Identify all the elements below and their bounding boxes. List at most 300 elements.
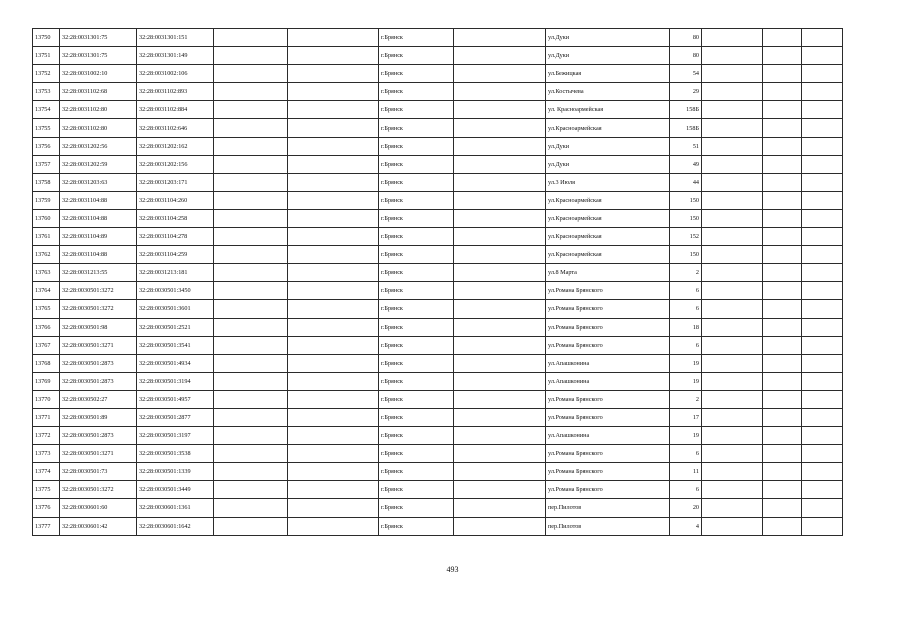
cell-object-number: 32:28:0031301:149 (137, 47, 214, 65)
cell-parcel-number: 32:28:0030501:2873 (60, 372, 137, 390)
cell-street: ул.Романа Брянского (546, 336, 670, 354)
cell-row-number: 13754 (33, 101, 60, 119)
cell-row-number: 13766 (33, 318, 60, 336)
cell-row-number: 13752 (33, 65, 60, 83)
cell-city: г.Брянск (379, 155, 454, 173)
cell-col-4 (214, 408, 288, 426)
cell-col-4 (214, 282, 288, 300)
cell-col-4 (214, 137, 288, 155)
cell-street: ул.Романа Брянского (546, 390, 670, 408)
cell-city: г.Брянск (379, 390, 454, 408)
cell-col-11 (763, 65, 802, 83)
cell-col-7 (454, 481, 546, 499)
cell-row-number: 13769 (33, 372, 60, 390)
cell-city: г.Брянск (379, 65, 454, 83)
cell-col-7 (454, 264, 546, 282)
cell-col-7 (454, 354, 546, 372)
cell-col-5 (288, 191, 379, 209)
cell-col-12 (802, 191, 843, 209)
cell-col-12 (802, 445, 843, 463)
cell-row-number: 13776 (33, 499, 60, 517)
cell-parcel-number: 32:28:0030501:3272 (60, 282, 137, 300)
cell-row-number: 13756 (33, 137, 60, 155)
table-row (33, 191, 843, 209)
registry-table (32, 28, 843, 536)
cell-row-number: 13773 (33, 445, 60, 463)
cell-object-number: 32:28:0030501:2521 (137, 318, 214, 336)
cell-street: ул.Апашконина (546, 354, 670, 372)
cell-col-5 (288, 318, 379, 336)
cell-col-4 (214, 318, 288, 336)
cell-col-4 (214, 463, 288, 481)
table-row (33, 390, 843, 408)
cell-object-number: 32:28:0031202:156 (137, 155, 214, 173)
cell-col-4 (214, 354, 288, 372)
cell-col-10 (702, 191, 763, 209)
cell-house-number: 2 (670, 390, 702, 408)
cell-object-number: 32:28:0031104:260 (137, 191, 214, 209)
cell-col-7 (454, 318, 546, 336)
cell-col-11 (763, 390, 802, 408)
cell-col-12 (802, 83, 843, 101)
cell-object-number: 32:28:0030501:2877 (137, 408, 214, 426)
table-row (33, 264, 843, 282)
cell-parcel-number: 32:28:0030601:60 (60, 499, 137, 517)
cell-parcel-number: 32:28:0030501:98 (60, 318, 137, 336)
cell-col-10 (702, 390, 763, 408)
cell-col-5 (288, 517, 379, 535)
cell-col-11 (763, 354, 802, 372)
cell-street: ул.Бежицкая (546, 65, 670, 83)
cell-col-11 (763, 137, 802, 155)
cell-parcel-number: 32:28:0031104:89 (60, 228, 137, 246)
cell-row-number: 13775 (33, 481, 60, 499)
cell-col-4 (214, 445, 288, 463)
cell-city: г.Брянск (379, 209, 454, 227)
cell-city: г.Брянск (379, 499, 454, 517)
cell-col-7 (454, 83, 546, 101)
cell-col-5 (288, 65, 379, 83)
cell-object-number: 32:28:0031104:258 (137, 209, 214, 227)
cell-col-5 (288, 264, 379, 282)
table-row (33, 372, 843, 390)
cell-parcel-number: 32:28:0030601:42 (60, 517, 137, 535)
cell-col-5 (288, 481, 379, 499)
cell-city: г.Брянск (379, 427, 454, 445)
cell-city: г.Брянск (379, 336, 454, 354)
cell-street: пер.Пилотов (546, 517, 670, 535)
cell-street: ул.Романа Брянского (546, 463, 670, 481)
cell-col-4 (214, 336, 288, 354)
cell-col-4 (214, 173, 288, 191)
cell-col-10 (702, 29, 763, 47)
cell-parcel-number: 32:28:0031301:75 (60, 29, 137, 47)
cell-col-12 (802, 264, 843, 282)
cell-parcel-number: 32:28:0031002:10 (60, 65, 137, 83)
cell-city: г.Брянск (379, 354, 454, 372)
cell-row-number: 13768 (33, 354, 60, 372)
cell-col-10 (702, 65, 763, 83)
cell-row-number: 13755 (33, 119, 60, 137)
cell-col-7 (454, 336, 546, 354)
cell-col-12 (802, 300, 843, 318)
cell-house-number: 29 (670, 83, 702, 101)
table-row (33, 155, 843, 173)
cell-col-12 (802, 463, 843, 481)
table-row (33, 354, 843, 372)
cell-row-number: 13757 (33, 155, 60, 173)
cell-street: ул.Романа Брянского (546, 282, 670, 300)
cell-col-4 (214, 372, 288, 390)
cell-street: ул.3 Июля (546, 173, 670, 191)
cell-row-number: 13772 (33, 427, 60, 445)
cell-house-number: 150 (670, 209, 702, 227)
cell-city: г.Брянск (379, 517, 454, 535)
table-row (33, 318, 843, 336)
cell-row-number: 13760 (33, 209, 60, 227)
cell-row-number: 13770 (33, 390, 60, 408)
cell-col-11 (763, 264, 802, 282)
cell-col-11 (763, 155, 802, 173)
cell-col-11 (763, 29, 802, 47)
cell-parcel-number: 32:28:0031203:63 (60, 173, 137, 191)
cell-col-11 (763, 191, 802, 209)
cell-house-number: 17 (670, 408, 702, 426)
cell-city: г.Брянск (379, 228, 454, 246)
table-row (33, 83, 843, 101)
cell-object-number: 32:28:0030501:4934 (137, 354, 214, 372)
cell-street: ул.Романа Брянского (546, 481, 670, 499)
cell-col-12 (802, 209, 843, 227)
cell-col-5 (288, 499, 379, 517)
cell-object-number: 32:28:0030501:1339 (137, 463, 214, 481)
cell-object-number: 32:28:0030501:3450 (137, 282, 214, 300)
cell-col-12 (802, 408, 843, 426)
cell-col-7 (454, 463, 546, 481)
cell-col-5 (288, 83, 379, 101)
cell-col-10 (702, 372, 763, 390)
cell-col-12 (802, 101, 843, 119)
cell-col-10 (702, 137, 763, 155)
cell-street: ул.Романа Брянского (546, 408, 670, 426)
cell-col-7 (454, 209, 546, 227)
cell-col-4 (214, 65, 288, 83)
cell-city: г.Брянск (379, 191, 454, 209)
cell-object-number: 32:28:0031102:646 (137, 119, 214, 137)
table-row (33, 336, 843, 354)
cell-col-4 (214, 155, 288, 173)
cell-house-number: 80 (670, 29, 702, 47)
cell-city: г.Брянск (379, 101, 454, 119)
cell-col-5 (288, 29, 379, 47)
table-row (33, 282, 843, 300)
cell-col-12 (802, 155, 843, 173)
cell-parcel-number: 32:28:0030501:3271 (60, 445, 137, 463)
table-row (33, 445, 843, 463)
cell-house-number: 18 (670, 318, 702, 336)
cell-col-11 (763, 463, 802, 481)
cell-house-number: 19 (670, 354, 702, 372)
cell-parcel-number: 32:28:0030501:3271 (60, 336, 137, 354)
cell-row-number: 13753 (33, 83, 60, 101)
table-row (33, 463, 843, 481)
cell-city: г.Брянск (379, 137, 454, 155)
cell-col-5 (288, 463, 379, 481)
cell-parcel-number: 32:28:0030501:2873 (60, 427, 137, 445)
cell-col-11 (763, 318, 802, 336)
cell-col-10 (702, 336, 763, 354)
cell-col-7 (454, 408, 546, 426)
cell-col-10 (702, 282, 763, 300)
cell-street: ул.Красноармейская (546, 209, 670, 227)
cell-col-7 (454, 300, 546, 318)
cell-col-4 (214, 209, 288, 227)
cell-col-11 (763, 427, 802, 445)
cell-house-number: 80 (670, 47, 702, 65)
cell-city: г.Брянск (379, 29, 454, 47)
cell-house-number: 54 (670, 65, 702, 83)
cell-street: ул.8 Марта (546, 264, 670, 282)
table-row (33, 481, 843, 499)
cell-parcel-number: 32:28:0030501:2873 (60, 354, 137, 372)
cell-row-number: 13765 (33, 300, 60, 318)
cell-col-11 (763, 101, 802, 119)
table-row (33, 101, 843, 119)
cell-col-4 (214, 300, 288, 318)
cell-parcel-number: 32:28:0031102:80 (60, 101, 137, 119)
cell-col-5 (288, 390, 379, 408)
cell-street: ул.Дуки (546, 29, 670, 47)
cell-house-number: 6 (670, 282, 702, 300)
cell-col-5 (288, 445, 379, 463)
page-number: 493 (446, 565, 459, 574)
cell-row-number: 13764 (33, 282, 60, 300)
cell-parcel-number: 32:28:0030501:3272 (60, 300, 137, 318)
cell-col-12 (802, 499, 843, 517)
cell-col-10 (702, 47, 763, 65)
cell-object-number: 32:28:0031104:259 (137, 246, 214, 264)
cell-house-number: 44 (670, 173, 702, 191)
cell-street: ул.Красноармейская (546, 228, 670, 246)
cell-col-7 (454, 445, 546, 463)
cell-col-11 (763, 445, 802, 463)
cell-city: г.Брянск (379, 246, 454, 264)
cell-col-5 (288, 209, 379, 227)
cell-col-4 (214, 29, 288, 47)
cell-col-7 (454, 29, 546, 47)
cell-house-number: 19 (670, 427, 702, 445)
cell-col-5 (288, 137, 379, 155)
cell-col-11 (763, 499, 802, 517)
cell-col-7 (454, 246, 546, 264)
cell-city: г.Брянск (379, 481, 454, 499)
cell-col-7 (454, 137, 546, 155)
cell-house-number: 6 (670, 300, 702, 318)
cell-col-11 (763, 282, 802, 300)
cell-col-11 (763, 209, 802, 227)
table-row (33, 173, 843, 191)
cell-city: г.Брянск (379, 83, 454, 101)
cell-row-number: 13767 (33, 336, 60, 354)
cell-street: ул.Романа Брянского (546, 318, 670, 336)
cell-house-number: 6 (670, 445, 702, 463)
cell-street: ул.Красноармейская (546, 191, 670, 209)
cell-col-4 (214, 191, 288, 209)
cell-row-number: 13758 (33, 173, 60, 191)
cell-col-5 (288, 408, 379, 426)
cell-col-5 (288, 155, 379, 173)
cell-col-11 (763, 83, 802, 101)
cell-object-number: 32:28:0031002:106 (137, 65, 214, 83)
table-row (33, 300, 843, 318)
cell-city: г.Брянск (379, 372, 454, 390)
cell-col-4 (214, 101, 288, 119)
cell-col-12 (802, 246, 843, 264)
table-row (33, 246, 843, 264)
cell-house-number: 158Б (670, 101, 702, 119)
cell-row-number: 13761 (33, 228, 60, 246)
cell-col-11 (763, 246, 802, 264)
cell-col-11 (763, 336, 802, 354)
cell-city: г.Брянск (379, 282, 454, 300)
cell-col-10 (702, 83, 763, 101)
cell-object-number: 32:28:0031213:181 (137, 264, 214, 282)
cell-street: ул. Красноармейская (546, 101, 670, 119)
cell-object-number: 32:28:0030501:3541 (137, 336, 214, 354)
cell-house-number: 152 (670, 228, 702, 246)
cell-col-11 (763, 372, 802, 390)
cell-col-7 (454, 517, 546, 535)
cell-object-number: 32:28:0031104:278 (137, 228, 214, 246)
cell-col-12 (802, 65, 843, 83)
table-body (33, 29, 843, 536)
cell-street: ул.Романа Брянского (546, 445, 670, 463)
cell-city: г.Брянск (379, 445, 454, 463)
table-row (33, 119, 843, 137)
cell-street: ул.Красноармейская (546, 119, 670, 137)
cell-col-5 (288, 47, 379, 65)
cell-col-11 (763, 119, 802, 137)
cell-col-7 (454, 499, 546, 517)
cell-parcel-number: 32:28:0031104:88 (60, 246, 137, 264)
cell-col-7 (454, 101, 546, 119)
cell-col-10 (702, 119, 763, 137)
cell-row-number: 13762 (33, 246, 60, 264)
table-row (33, 137, 843, 155)
cell-col-12 (802, 354, 843, 372)
cell-object-number: 32:28:0030501:3194 (137, 372, 214, 390)
cell-house-number: 4 (670, 517, 702, 535)
table-row (33, 29, 843, 47)
cell-col-10 (702, 101, 763, 119)
cell-row-number: 13751 (33, 47, 60, 65)
cell-street: ул.Костычева (546, 83, 670, 101)
cell-house-number: 150 (670, 191, 702, 209)
cell-col-10 (702, 481, 763, 499)
cell-col-7 (454, 427, 546, 445)
cell-col-4 (214, 264, 288, 282)
cell-row-number: 13774 (33, 463, 60, 481)
cell-col-11 (763, 300, 802, 318)
cell-col-5 (288, 101, 379, 119)
cell-object-number: 32:28:0031102:884 (137, 101, 214, 119)
cell-col-12 (802, 228, 843, 246)
cell-col-7 (454, 65, 546, 83)
cell-col-7 (454, 47, 546, 65)
cell-row-number: 13759 (33, 191, 60, 209)
cell-street: ул.Дуки (546, 137, 670, 155)
cell-row-number: 13771 (33, 408, 60, 426)
cell-object-number: 32:28:0031102:893 (137, 83, 214, 101)
cell-col-4 (214, 47, 288, 65)
cell-parcel-number: 32:28:0031104:88 (60, 191, 137, 209)
cell-street: ул.Апашконина (546, 427, 670, 445)
cell-col-10 (702, 408, 763, 426)
cell-col-10 (702, 209, 763, 227)
cell-object-number: 32:28:0030501:3601 (137, 300, 214, 318)
cell-col-4 (214, 83, 288, 101)
cell-house-number: 11 (670, 463, 702, 481)
cell-object-number: 32:28:0030601:1642 (137, 517, 214, 535)
cell-object-number: 32:28:0030501:3197 (137, 427, 214, 445)
table-row (33, 47, 843, 65)
cell-parcel-number: 32:28:0030501:73 (60, 463, 137, 481)
table-row (33, 408, 843, 426)
cell-parcel-number: 32:28:0031202:59 (60, 155, 137, 173)
cell-parcel-number: 32:28:0031102:80 (60, 119, 137, 137)
cell-col-4 (214, 246, 288, 264)
cell-col-11 (763, 47, 802, 65)
cell-house-number: 6 (670, 336, 702, 354)
registry-sheet (32, 28, 843, 536)
cell-col-4 (214, 228, 288, 246)
cell-col-12 (802, 119, 843, 137)
cell-col-12 (802, 372, 843, 390)
cell-col-12 (802, 29, 843, 47)
cell-col-11 (763, 173, 802, 191)
cell-house-number: 19 (670, 372, 702, 390)
cell-object-number: 32:28:0030501:4957 (137, 390, 214, 408)
cell-col-4 (214, 481, 288, 499)
cell-col-7 (454, 282, 546, 300)
cell-house-number: 2 (670, 264, 702, 282)
cell-col-5 (288, 300, 379, 318)
cell-street: ул.Романа Брянского (546, 300, 670, 318)
cell-col-10 (702, 318, 763, 336)
cell-col-12 (802, 481, 843, 499)
cell-col-7 (454, 390, 546, 408)
cell-col-10 (702, 173, 763, 191)
cell-house-number: 158Б (670, 119, 702, 137)
cell-house-number: 20 (670, 499, 702, 517)
cell-city: г.Брянск (379, 463, 454, 481)
cell-col-5 (288, 427, 379, 445)
cell-col-10 (702, 246, 763, 264)
cell-street: ул.Красноармейская (546, 246, 670, 264)
cell-street: ул.Дуки (546, 47, 670, 65)
cell-house-number: 6 (670, 481, 702, 499)
cell-house-number: 49 (670, 155, 702, 173)
cell-col-12 (802, 173, 843, 191)
cell-col-11 (763, 517, 802, 535)
cell-col-7 (454, 119, 546, 137)
cell-col-4 (214, 427, 288, 445)
cell-col-5 (288, 336, 379, 354)
table-row (33, 499, 843, 517)
cell-object-number: 32:28:0031301:151 (137, 29, 214, 47)
cell-col-11 (763, 228, 802, 246)
cell-col-5 (288, 246, 379, 264)
